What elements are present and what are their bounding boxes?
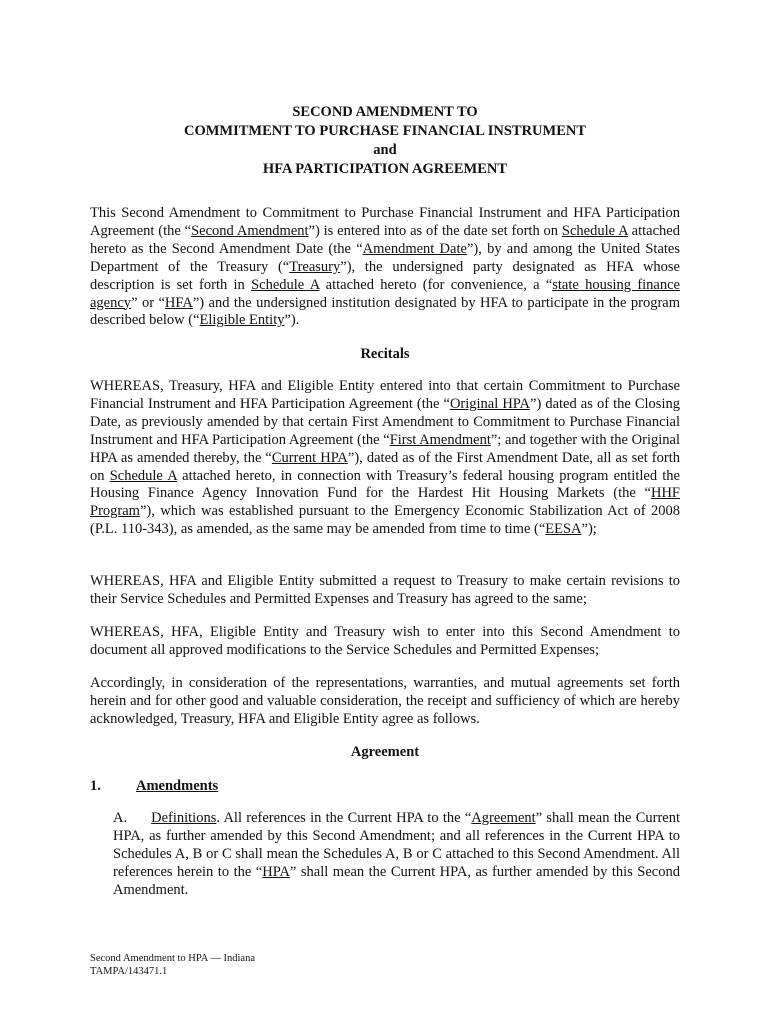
section-title: Amendments [136,778,219,794]
document-title [0,103,770,179]
title-line-1: SECOND AMENDMENT TO [292,104,478,120]
title-line-4: HFA PARTICIPATION AGREEMENT [262,161,508,177]
title-line-2: COMMITMENT TO PURCHASE FINANCIAL INSTRUMENT [183,123,587,139]
section-number: 1. [90,778,101,794]
title-line-3: and [373,142,397,158]
paragraph-a: A. Definitions. All references in the Current HPA to the “Agreement” shall mean the Current HPA, as further amended by this Second Amendment; and all references in the Current HPA to Schedules A, B or C shall mean the Schedules A, B or C attached to this Second Amendment. All references herein to the “HPA” shall mean the Current HPA, as further amended by this Second Amendment. [113,810,680,898]
paragraph-a-label: A. [113,810,128,826]
recital-paragraph-2: WHEREAS, HFA and Eligible Entity submitted a request to Treasury to make certain revisions to their Service Schedules and Permitted Expenses and Treasury has agreed to the same; [90,573,680,607]
footer-line-1: Second Amendment to HPA — Indiana [90,953,255,964]
recital-paragraph-4: Accordingly, in consideration of the representations, warranties, and mutual agreements set forth herein and for other good and valuable consideration, the receipt and sufficiency of which are hereby acknowledged, Treasury, HFA and Eligible Entity agree as follows. [90,675,680,727]
recital-paragraph-1: WHEREAS, Treasury, HFA and Eligible Entity entered into that certain Commitment to Purchase Financial Instrument and HFA Participation Agreement (the “Original HPA”) dated as of the Closing Date, as previously amended by that certain First Amendment to Commitment to Purchase Financial Instrument and HFA Participation Agreement (the “First Amendment”; and together with the Original HPA as amended thereby, the “Current HPA”), dated as of the First Amendment Date, all as set forth on Schedule A attached hereto, in connection with Treasury’s federal housing program entitled the Housing Finance Agency Innovation Fund for the Hardest Hit Housing Markets (the “HHF Program”), which was established pursuant to the Emergency Economic Stabilization Act of 2008 (P.L. 110-343), as amended, as the same may be amended from time to time (“EESA”); [90,378,680,538]
recitals-heading: Recitals [360,346,410,362]
agreement-heading: Agreement [350,744,420,760]
page-footer [90,952,255,978]
recital-paragraph-3: WHEREAS, HFA, Eligible Entity and Treasury wish to enter into this Second Amendment to document all approved modifications to the Service Schedules and Permitted Expenses; [90,624,680,658]
intro-paragraph: This Second Amendment to Commitment to Purchase Financial Instrument and HFA Participation Agreement (the “Second Amendment”) is entered into as of the date set forth on Schedule A attached hereto as the Second Amendment Date (the “Amendment Date”), by and among the United States Department of the Treasury (“Treasury”), the undersigned party designated as HFA whose description is set forth in Schedule A attached hereto (for convenience, a “state housing finance agency” or “HFA”) and the undersigned institution designated by HFA to participate in the program described below (“Eligible Entity”). [90,205,680,329]
footer-line-2: TAMPA/143471.1 [90,966,168,977]
